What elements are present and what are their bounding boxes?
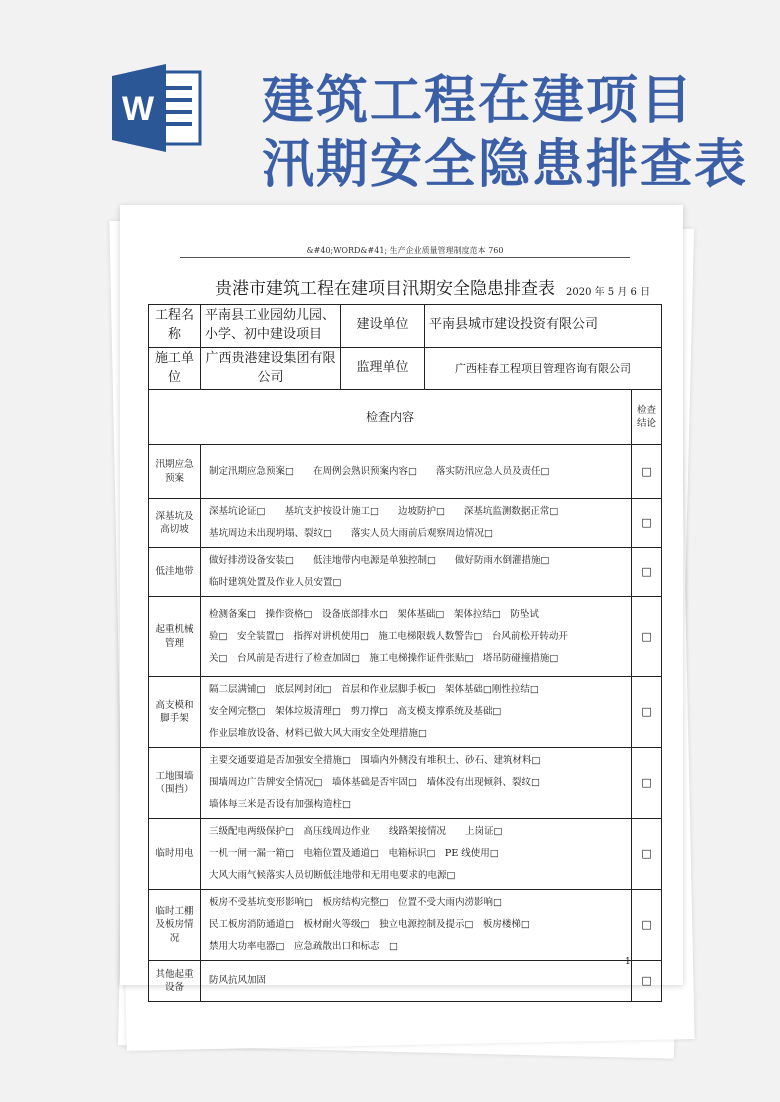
row-content-line: 关□ 台风前是否进行了检查加固□ 施工电梯操作证件张贴□ 塔吊防碰撞措施□	[209, 652, 559, 664]
conclusion-checkbox[interactable]: □	[632, 445, 662, 499]
document-title: 贵港市建筑工程在建项目汛期安全隐患排查表	[215, 279, 555, 299]
table-row	[149, 499, 662, 548]
row-content-line: 安全网完整□ 架体垃圾清理□ 剪刀撑□ 高支模支撑系统及基础□	[209, 706, 502, 718]
row-label: 临时用电	[149, 819, 201, 890]
conclusion-checkbox[interactable]: □	[632, 890, 662, 961]
row-content-line: 防风抗风加固	[209, 975, 267, 987]
conclusion-checkbox[interactable]: □	[632, 819, 662, 890]
row-content-line: 检测备案□ 操作资格□ 设备底部排水□ 架体基础□ 架体拉结□ 防坠试	[209, 608, 539, 620]
table-row	[149, 445, 662, 499]
inspection-table	[148, 304, 662, 1002]
row-label: 高支模和脚手架	[149, 677, 201, 748]
row-label: 工地围墙（围挡）	[149, 748, 201, 819]
supervisor-value: 广西桂春工程项目管理咨询有限公司	[425, 347, 662, 390]
row-content	[201, 445, 632, 499]
row-content-line: 禁用大功率电器□ 应急疏散出口和标志 □	[209, 941, 398, 953]
row-content	[201, 597, 632, 677]
row-content	[201, 548, 632, 597]
word-icon	[108, 58, 204, 158]
row-content	[201, 748, 632, 819]
row-label: 其他起重设备	[149, 961, 201, 1002]
row-label: 起重机械管理	[149, 597, 201, 677]
page-number: 1	[625, 957, 631, 967]
row-content-line: 大风大雨气候落实人员切断低洼地带和无用电要求的电源□	[209, 870, 456, 882]
table-row	[149, 677, 662, 748]
banner-title-line-2: 汛期安全隐患排查表	[262, 135, 749, 195]
row-content-line: 制定汛期应急预案□ 在周例会熟识预案内容□ 落实防汛应急人员及责任□	[209, 465, 550, 477]
table-row	[149, 890, 662, 961]
row-content-line: 验□ 安全装置□ 指挥对讲机使用□ 施工电梯限载人数警告□ 台风前松开转动开	[209, 630, 568, 642]
banner-title-line-1: 建筑工程在建项目	[262, 71, 695, 131]
supervisor-label: 监理单位	[341, 347, 425, 390]
document-date: 2020 年 5 月 6 日	[566, 287, 651, 298]
row-content-line: 三级配电两级保护□ 高压线周边作业 线路架接情况 上岗证□	[209, 826, 503, 838]
check-conclusion-header: 检查结论	[632, 390, 662, 445]
table-row	[149, 819, 662, 890]
info-row-1	[149, 305, 662, 348]
row-content-line: 板房不受基坑变形影响□ 板房结构完整□ 位置不受大雨内涝影响□	[209, 897, 502, 909]
row-content-line: 临时建筑处置及作业人员安置□	[209, 577, 342, 589]
conclusion-checkbox[interactable]: □	[632, 597, 662, 677]
row-content	[201, 890, 632, 961]
info-row-2	[149, 347, 662, 390]
row-content	[201, 961, 632, 1002]
row-content-line: 基坑周边未出现坍塌、裂纹□ 落实人员大雨前后观察周边情况□	[209, 528, 493, 540]
row-content-line: 做好排涝设备安装□ 低洼地带内电源是单独控制□ 做好防雨水倒灌措施□	[209, 555, 550, 567]
row-label: 低洼地带	[149, 548, 201, 597]
row-content-line: 隔二层满铺□ 底层网封闭□ 首层和作业层脚手板□ 架体基础□刚性拉结□	[209, 684, 539, 696]
banner	[0, 0, 780, 195]
row-label: 深基坑及高切坡	[149, 499, 201, 548]
conclusion-checkbox[interactable]: □	[632, 499, 662, 548]
row-content-line: 深基坑论证□ 基坑支护按设计施工□ 边坡防护□ 深基坑监测数据正常□	[209, 506, 559, 518]
row-content	[201, 677, 632, 748]
row-content-line: 主要交通要道是否加强安全措施□ 围墙内外侧没有堆积土、砂石、建筑材料□	[209, 755, 541, 767]
conclusion-checkbox[interactable]: □	[632, 748, 662, 819]
conclusion-checkbox[interactable]: □	[632, 548, 662, 597]
conclusion-checkbox[interactable]: □	[632, 677, 662, 748]
document-page	[120, 205, 683, 994]
row-content-line: 一机一闸一漏一箱□ 电箱位置及通道□ 电箱标识□ PE 线使用□	[209, 848, 499, 860]
contractor-value: 广西贵港建设集团有限公司	[201, 347, 341, 390]
row-label: 汛期应急预案	[149, 445, 201, 499]
row-label: 临时工棚及板房情况	[149, 890, 201, 961]
row-content	[201, 819, 632, 890]
row-content-line: 墙体每三米是否设有加强构造柱□	[209, 799, 351, 811]
builder-label: 建设单位	[341, 305, 425, 348]
project-name-value: 平南县工业园幼儿园、小学、初中建设项目	[201, 305, 341, 348]
table-row	[149, 748, 662, 819]
project-name-label: 工程名称	[149, 305, 201, 348]
table-row	[149, 961, 662, 1002]
document-header: &#40;WORD&#41; 生产企业质量管理制度范本 760	[306, 246, 504, 255]
builder-value: 平南县城市建设投资有限公司	[425, 305, 662, 348]
check-content-header: 检查内容	[149, 390, 632, 445]
row-content-line: 围墙周边广告牌安全情况□ 墙体基础是否牢固□ 墙体没有出现倾斜、裂纹□	[209, 777, 540, 789]
contractor-label: 施工单位	[149, 347, 201, 390]
word-logo-letter: W	[121, 90, 155, 128]
row-content-line: 民工板房消防通道□ 板材耐火等级□ 独立电源控制及提示□ 板房楼梯□	[209, 919, 530, 931]
header-divider	[180, 257, 630, 258]
row-content-line: 作业层堆放设备、材料已做大风大雨安全处理措施□	[209, 728, 427, 740]
table-row	[149, 597, 662, 677]
conclusion-checkbox[interactable]: □	[632, 961, 662, 1002]
table-row	[149, 548, 662, 597]
check-header-row	[149, 390, 662, 445]
row-content	[201, 499, 632, 548]
